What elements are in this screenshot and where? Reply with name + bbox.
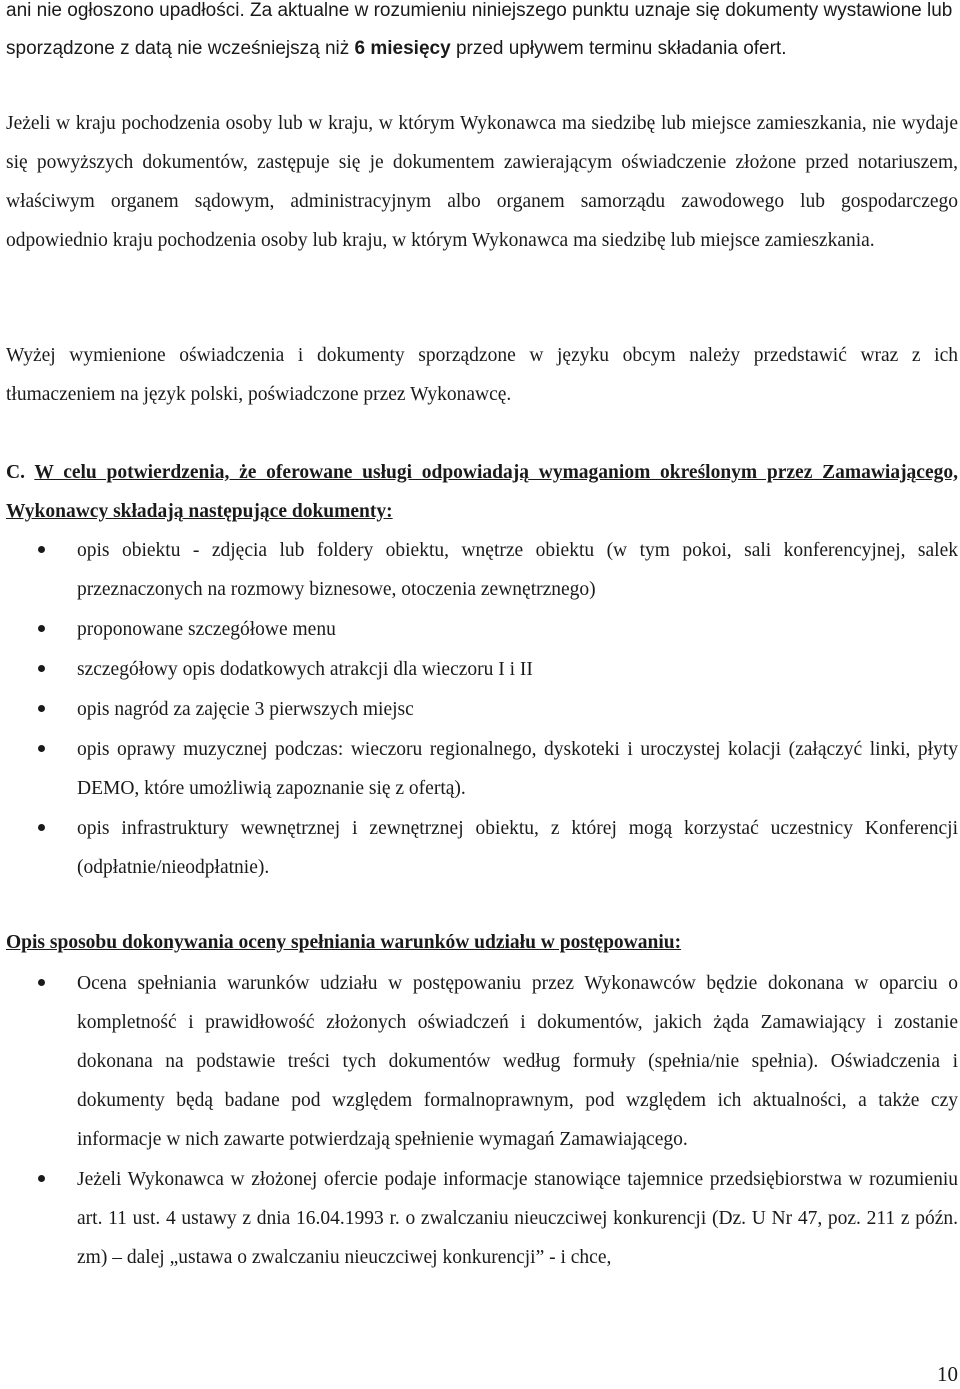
- list-item: opis infrastruktury wewnętrznej i zewnętrznej obiektu, z której mogą korzystać uczestnicy Konferencji (odpłatnie/nieodpłatnie).: [0, 809, 958, 887]
- list-item: Jeżeli Wykonawca w złożonej ofercie podaje informacje stanowiące tajemnice przedsiębiorstwa w rozumieniu art. 11 ust. 4 ustawy z dnia 16.04.1993 r. o zwalczaniu nieuczciwej konkurencji (Dz. U Nr 47, poz. 211 z późn. zm) – dalej „ustawa o zwalczaniu nieuczciwej konkurencji” - i chce,: [0, 1160, 958, 1277]
- section-c-heading-text: W celu potwierdzenia, że oferowane usługi odpowiadają wymaganiom określonym przez Zamawiającego, Wykonawcy składają następujące dokumenty:: [6, 462, 958, 522]
- section-c-heading: [6, 453, 958, 531]
- intro-text: ani nie ogłoszono upadłości. Za aktualne w rozumieniu niniejszego punktu uznaje się dokumenty wystawione lub sporządzone z datą nie wcześniejszą niż: [6, 0, 953, 59]
- bullet-icon: [38, 979, 45, 986]
- list-item: szczegółowy opis dodatkowych atrakcji dla wieczoru I i II: [0, 650, 958, 689]
- paragraph-foreign-documents: Jeżeli w kraju pochodzenia osoby lub w kraju, w którym Wykonawca ma siedzibę lub miejsce zamieszkania, nie wydaje się powyższych dokumentów, zastępuje się je dokumentem zawierającym oświadczenie złożone przed notariuszem, właściwym organem sądowym, administracyjnym albo organem samorządu zawodowego lub gospodarczego odpowiednio kraju pochodzenia osoby lub kraju, w którym Wykonawca ma siedzibę lub miejsce zamieszkania.: [6, 113, 958, 251]
- evaluation-heading: Opis sposobu dokonywania oceny spełniania warunków udziału w postępowaniu:: [6, 932, 682, 953]
- list-item: proponowane szczegółowe menu: [0, 610, 958, 649]
- intro-paragraph: [6, 0, 958, 68]
- paragraph-translation: Wyżej wymienione oświadczenia i dokumenty sporządzone w języku obcym należy przedstawić wraz z ich tłumaczeniem na język polski, poświadczone przez Wykonawcę.: [6, 345, 958, 405]
- bullet-icon: [38, 824, 45, 831]
- bullet-icon: [38, 705, 45, 712]
- list-item: opis oprawy muzycznej podczas: wieczoru regionalnego, dyskoteki i uroczystej kolacji (załączyć linki, płyty DEMO, które umożliwią zapoznanie się z ofertą).: [0, 730, 958, 808]
- list-item: Ocena spełniania warunków udziału w postępowaniu przez Wykonawców będzie dokonana w oparciu o kompletność i prawidłowość złożonych oświadczeń i dokumentów, jakich żąda Zamawiający i zostanie dokonana na podstawie treści tych dokumentów według formuły (spełnia/nie spełnia). Oświadczenia i dokumenty będą badane pod względem formalnoprawnym, pod względem ich aktualności, a także czy informacje w nich zawarte potwierdzają spełnienie wymagań Zamawiającego.: [0, 964, 958, 1159]
- bullet-icon: [38, 745, 45, 752]
- intro-bold-text: 6 miesięcy: [354, 38, 451, 59]
- list-item: opis nagród za zajęcie 3 pierwszych miejsc: [0, 690, 958, 729]
- bullet-icon: [38, 546, 45, 553]
- list-item: opis obiektu - zdjęcia lub foldery obiektu, wnętrze obiektu (w tym pokoi, sali konferencyjnej, salek przeznaczonych na rozmowy biznesowe, otoczenia zewnętrznego): [0, 531, 958, 609]
- bullet-icon: [38, 665, 45, 672]
- intro-end-text: przed upływem terminu składania ofert.: [450, 38, 787, 59]
- page-number: 10: [937, 1362, 958, 1386]
- section-c-list: [0, 531, 958, 887]
- bullet-icon: [38, 1175, 45, 1182]
- evaluation-list: [0, 964, 958, 1277]
- section-c-label: C.: [6, 462, 25, 483]
- bullet-icon: [38, 625, 45, 632]
